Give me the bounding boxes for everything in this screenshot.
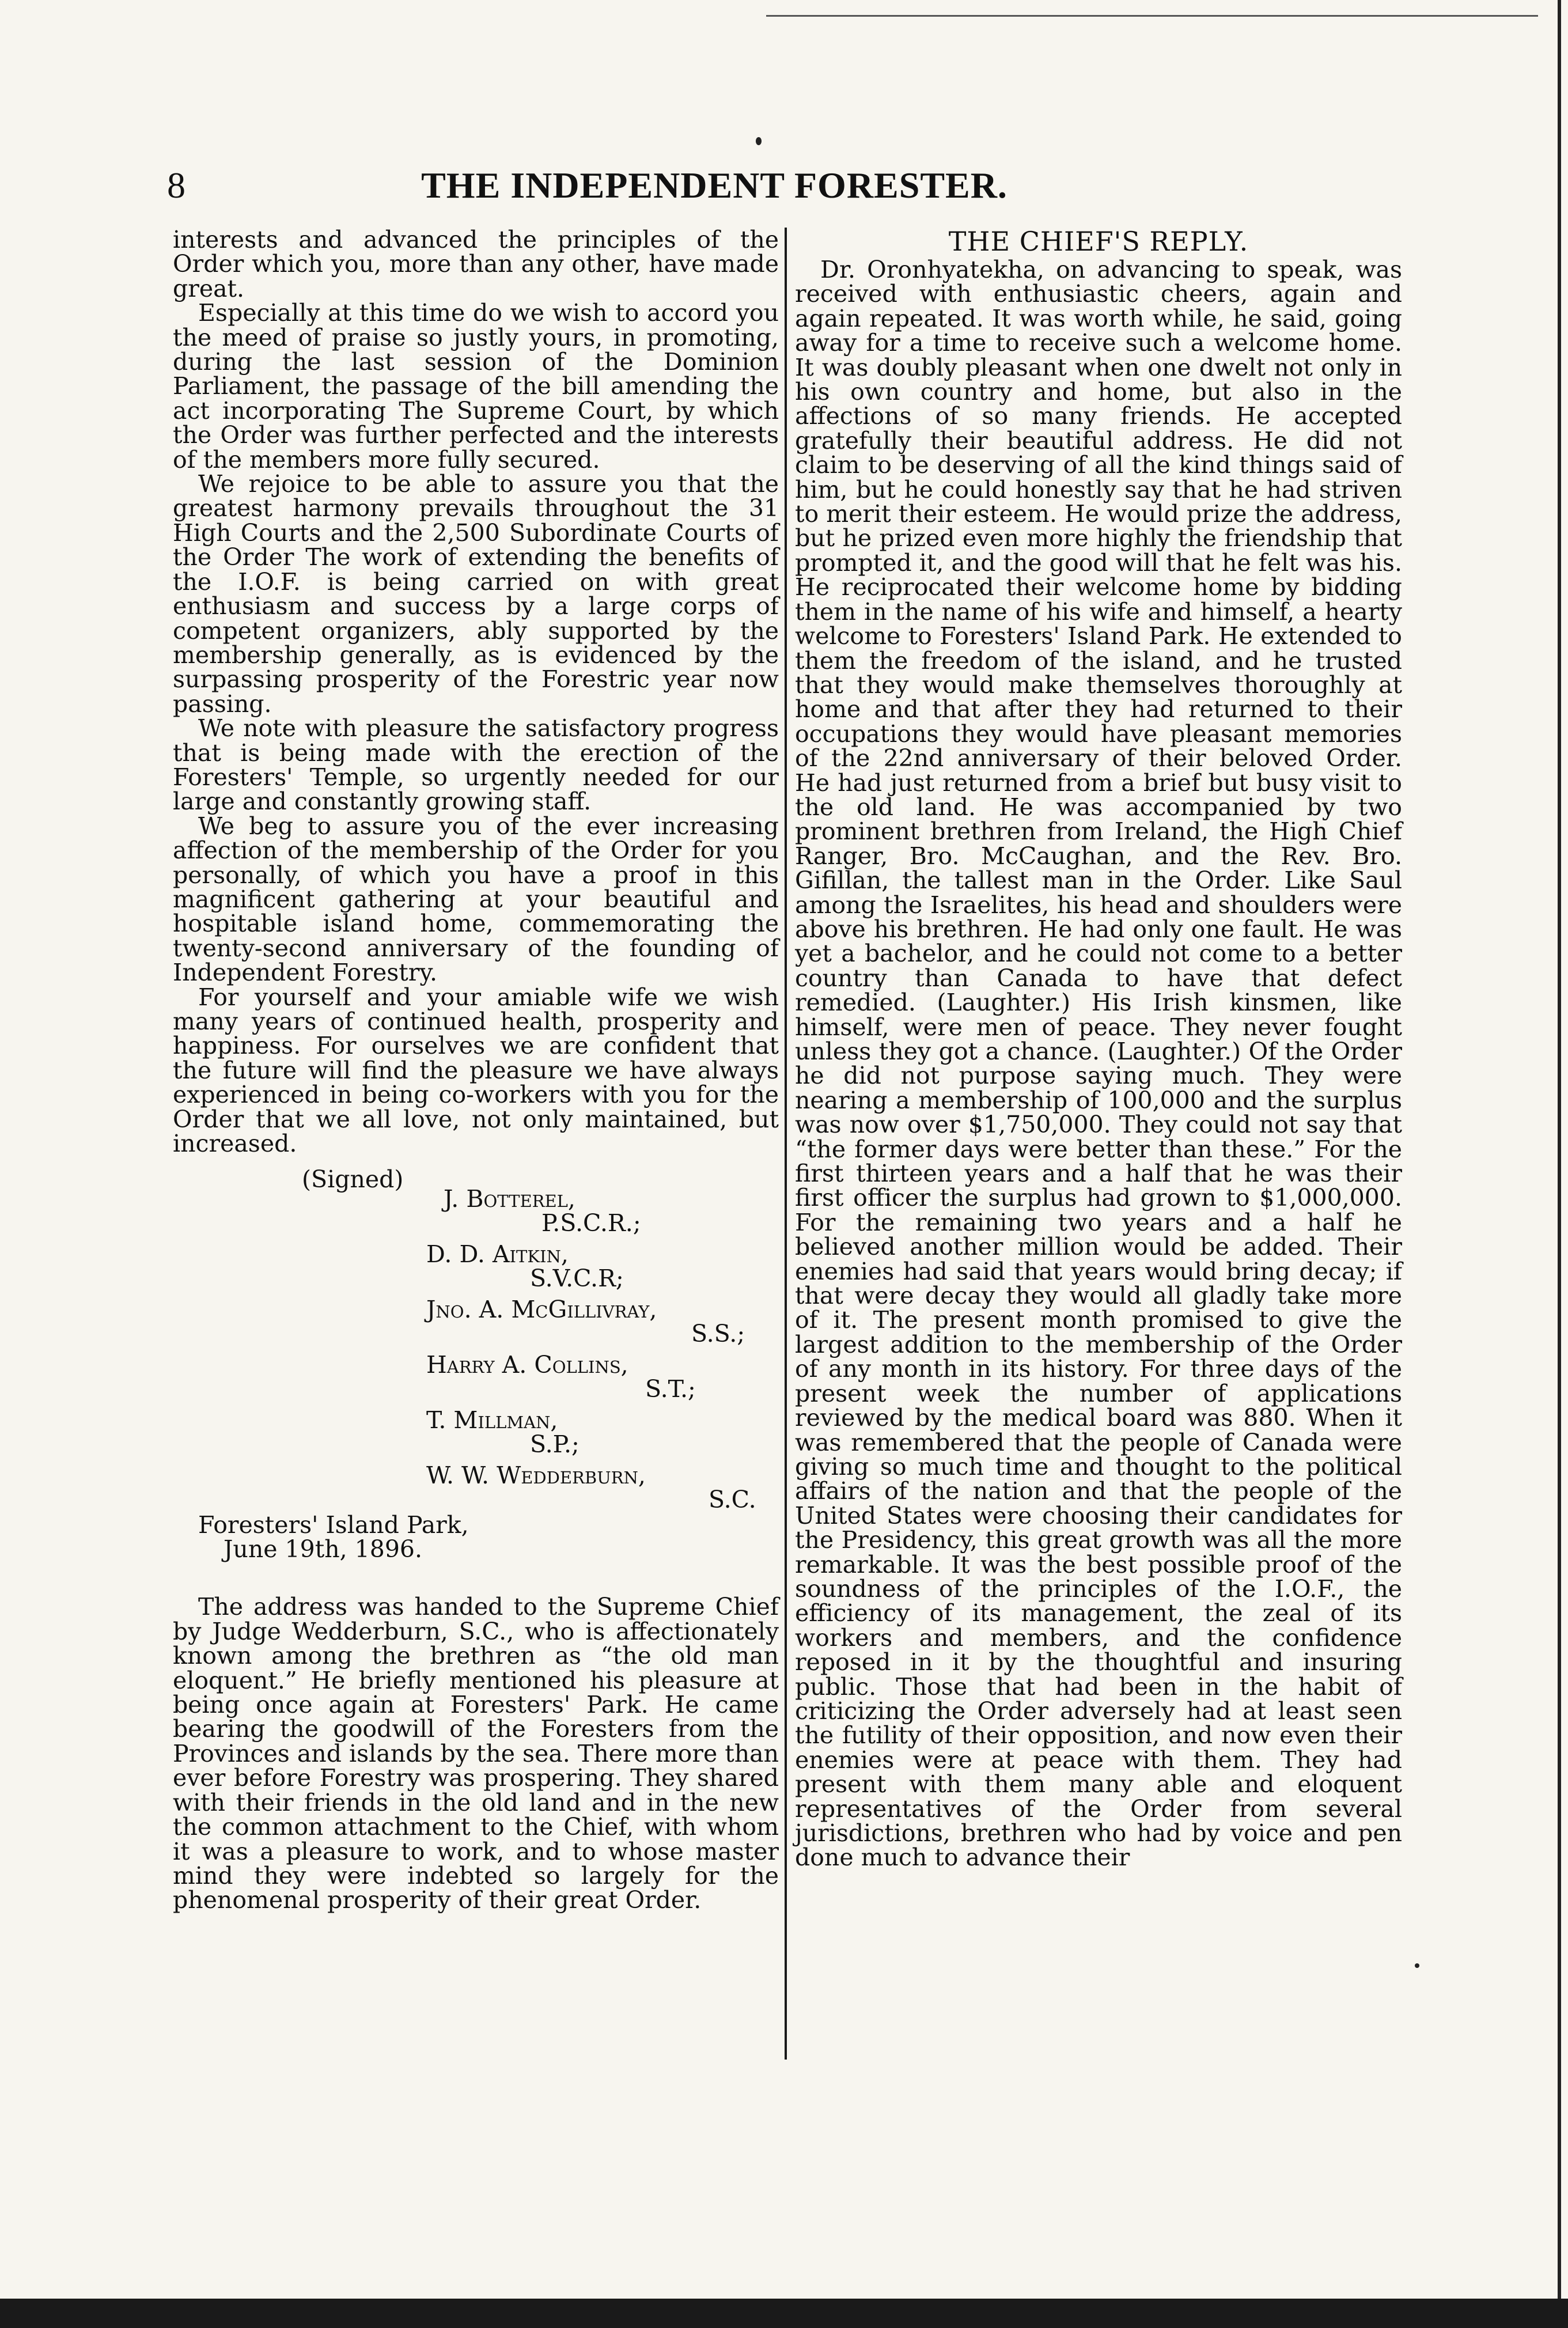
signatory-title: S.C.: [709, 1486, 756, 1514]
right-column: [795, 228, 1402, 1870]
page-header: [167, 162, 1077, 209]
scan-bottom-band: [0, 2299, 1568, 2328]
signatory-name: Jno. A. McGillivray,: [426, 1296, 657, 1324]
paragraph: interests and advanced the principles of the Order which you, more than any other, have made great.: [173, 226, 779, 302]
page-number: 8: [167, 165, 185, 206]
signatory-title: S.S.;: [691, 1320, 745, 1348]
scan-speck: [1415, 1963, 1419, 1968]
section-heading: THE CHIEF'S REPLY.: [948, 226, 1249, 257]
paragraph: The address was handed to the Supreme Chief by Judge Wedderburn, S.C., who is affectionately known among the brethren as “the old man eloquent.” He briefly mentioned his pleasure at being once again at Foresters' Park. He came bearing the goodwill of the Foresters from the Provinces and islands by the sea. There more than ever before Forestry was prospering. They shared with their friends in the old land and in the new the common attachment to the Chief, with whom it was a pleasure to work, and to whose master mind they were indebted so largely for the phenomenal prosperity of their great Order.: [173, 1593, 779, 1914]
running-title: THE INDEPENDENT FORESTER.: [421, 165, 1008, 206]
left-column: [173, 228, 779, 1913]
paragraph: Dr. Oronhyatekha, on advancing to speak, was received with enthusiastic cheers, again and again repeated. It was worth while, he said, going away for a time to receive such a welcome home. It was doubly pleasant when one dwelt not only in his own country and home, but also in the affections of so many friends. He accepted gratefully their beautiful address. He did not claim to be deserving of all the kind things said of him, but he could honestly say that he had striven to merit their esteem. He would prize the address, but he prized even more highly the friendship that prompted it, and the good will that he felt was his. He reciprocated their welcome home by bidding them in the name of his wife and himself, a hearty welcome to Foresters' Island Park. He extended to them the freedom of the island, and he trusted that they would make themselves thoroughly at home and that after they had returned to their occupations they would have pleasant memories of the 22nd anniversary of their beloved Order. He had just returned from a brief but busy visit to the old land. He was accompanied by two prominent brethren from Ireland, the High Chief Ranger, Bro. McCaughan, and the Rev. Bro. Gifillan, the tallest man in the Order. Like Saul among the Israelites, his head and shoulders were above his brethren. He had only one fault. He was yet a bachelor, and he could not come to a better country than Canada to have that defect remedied. (Laughter.) His Irish kinsmen, like himself, were men of peace. They never fought unless they got a chance. (Laughter.) Of the Order he did not purpose saying much. They were nearing a membership of 100,000 and the surplus was now over $1,750,000. They could not say that “the former days were better than these.” For the first thirteen years and a half that he was their first officer the surplus had grown to $1,000,000. For the remaining two years and a half he believed another million would be added. Their enemies had said that years would bring decay; if that were decay they would all gladly take more of it. The present month promised to give the largest addition to the membership of the Order of any month in its history. For three days of the present week the number of applications reviewed by the medical board was 880. When it was remembered that the people of Canada were giving so much time and thought to the political affairs of the nation and that the people of the United States were choosing their candidates for the Presidency, this great growth was all the more remarkable. It was the best possible proof of the soundness of the principles of the I.O.F., the efficiency of its management, the zeal of its workers and members, and the confidence reposed in it by the thoughtful and insuring public. Those that had been in the habit of criticizing the Order adversely had at least seen the futility of their opposition, and now even their enemies were at peace with them. They had present with them many able and eloquent representatives of the Order from several jurisdictions, brethren who had by voice and pen done much to advance their: [795, 256, 1402, 1872]
signed-label: (Signed): [302, 1165, 404, 1194]
signatory-title: S.T.;: [645, 1375, 696, 1403]
signatory-name: Harry A. Collins,: [426, 1351, 628, 1379]
column-divider: [785, 228, 787, 2060]
signature-block: [173, 1167, 779, 1570]
signatory-title: S.V.C.R;: [530, 1265, 624, 1293]
scan-right-edge: [1558, 0, 1561, 2328]
signatory-name: T. Millman,: [426, 1406, 558, 1434]
signatory-title: S.P.;: [530, 1430, 580, 1459]
date-line: June 19th, 1896.: [224, 1535, 423, 1564]
paragraph: We note with pleasure the satisfactory progress that is being made with the erection of the Foresters' Temple, so urgently needed for our large and constantly growing staff.: [173, 714, 779, 816]
paragraph: We rejoice to be able to assure you that the greatest harmony prevails throughout the 31 High Courts and the 2,500 Subordinate Courts of the Order The work of extending the benefits of the I.O.F. is being carried on with great enthusiasm and success by a large corps of competent organizers, ably supported by the membership generally, as is evidenced by the surpassing prosperity of the Forestric year now passing.: [173, 470, 779, 718]
signatory-name: D. D. Aitkin,: [426, 1240, 569, 1269]
signatory-title: P.S.C.R.;: [541, 1209, 641, 1237]
paragraph: Especially at this time do we wish to accord you the meed of praise so justly yours, in promoting, during the last session of the Dominion Parliament, the passage of the bill amending the act incorporating The Supreme Court, by which the Order was further perfected and the interests of the members more fully secured.: [173, 299, 779, 474]
paragraph: We beg to assure you of the ever increasing affection of the membership of the Order for you personally, of which you have a proof in this magnificent gathering at your beautiful and hospitable island home, commemorating the twenty-second anniversary of the founding of Independent Forestry.: [173, 812, 779, 987]
scan-top-rule: [766, 15, 1538, 17]
signatory-name: W. W. Wedderburn,: [426, 1462, 646, 1490]
paragraph: For yourself and your amiable wife we wish many years of continued health, prosperity and happiness. For ourselves we are confident that the future will find the pleasure we have always experienced in being co-workers with you for the Order that we all love, not only maintained, but increased.: [173, 983, 779, 1158]
signatory-name: J. Botterel,: [444, 1185, 575, 1213]
place-line: Foresters' Island Park,: [198, 1511, 469, 1539]
scan-speck: [756, 137, 762, 145]
